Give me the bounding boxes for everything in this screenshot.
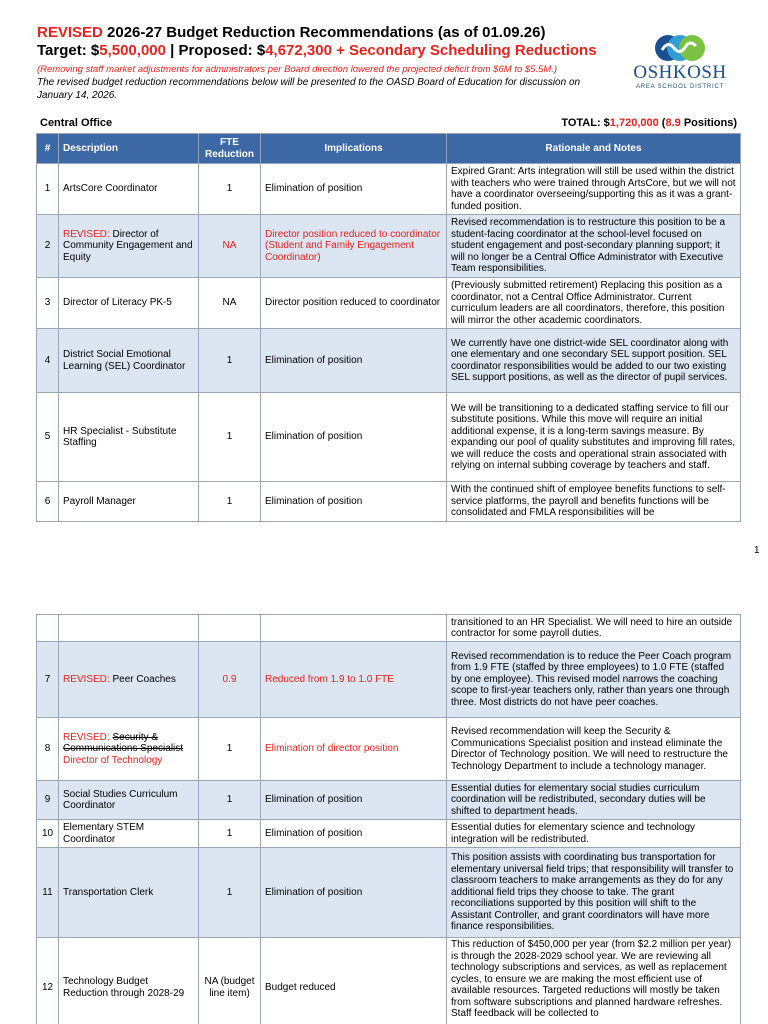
row-num: 6 (37, 482, 59, 522)
reductions-table-continued (36, 614, 741, 1024)
document-page-2 (0, 613, 768, 1024)
row-description: Transportation Clerk (59, 848, 199, 938)
row-fte: 1 (199, 482, 261, 522)
row-description: Technology Budget Reduction through 2028-29 (59, 938, 199, 1024)
row-description: HR Specialist - Substitute Staffing (59, 393, 199, 482)
row-num: 9 (37, 781, 59, 820)
row-implications: Elimination of position (261, 482, 447, 522)
table-row (37, 278, 741, 329)
table-row (37, 938, 741, 1024)
row-fte (199, 615, 261, 642)
table-row (37, 215, 741, 278)
revised-tag: REVISED: (63, 673, 110, 685)
row-num: 7 (37, 642, 59, 718)
row-fte: NA (199, 278, 261, 329)
row-fte: 1 (199, 718, 261, 781)
header-rationale: Rationale and Notes (447, 134, 741, 164)
header-implications: Implications (261, 134, 447, 164)
row-fte: 1 (199, 393, 261, 482)
header-num: # (37, 134, 59, 164)
row-description (59, 215, 199, 278)
row-fte: 1 (199, 164, 261, 215)
logo-subtitle: AREA SCHOOL DISTRICT (635, 84, 725, 90)
reductions-table (36, 133, 741, 522)
row-rationale: We currently have one district-wide SEL coordinator along with one elementary and one secondary SEL support position. SEL coordinator responsibilities would be added to our two existing SEL support positions, as well as the director of pupil services. (447, 329, 741, 393)
page-number: 1 (754, 545, 760, 556)
row-implications: Director position reduced to coordinator (261, 278, 447, 329)
row-description: Social Studies Curriculum Coordinator (59, 781, 199, 820)
title-text: 2026-27 Budget Reduction Recommendations (as of 01.09.26) (102, 24, 546, 41)
row-rationale: Revised recommendation is to reduce the Peer Coach program from 1.9 FTE (staffed by three employees) to 1.0 FTE (staffed by one employee). This revised model narrows the coaching scope to first-year teachers only, rather than years one through three. Most districts do not have peer coaches. (447, 642, 741, 718)
row-num: 11 (37, 848, 59, 938)
table-header-row (37, 134, 741, 164)
table-row (37, 329, 741, 393)
row-implications: Director position reduced to coordinator (Student and Family Engagement Coordinator) (261, 215, 447, 278)
struck-title: Security & Communications Specialist (63, 731, 184, 755)
row-num (37, 615, 59, 642)
row-description: Payroll Manager (59, 482, 199, 522)
row-implications: Elimination of position (261, 820, 447, 848)
header-description: Description (59, 134, 199, 164)
row-description: District Social Emotional Learning (SEL) Coordinator (59, 329, 199, 393)
row-rationale: This position assists with coordinating bus transportation for elementary universal field trips; that responsibility will transfer to classroom teachers to make arrangements as they do for any additional field trips they choose to take. The grant reconciliations supported by this position will shift to the Assistant Controller, and grant coordinators will have more finance responsibilities. (447, 848, 741, 938)
table-row (37, 848, 741, 938)
row-implications: Elimination of position (261, 393, 447, 482)
row-rationale: (Previously submitted retirement) Replacing this position as a coordinator, not a Central Office Administrator. Current curriculum leaders are all coordinators, therefore, this position will mirror the other academic coordinators. (447, 278, 741, 329)
proposed-label: | Proposed: $ (165, 42, 266, 59)
row-implications: Elimination of position (261, 848, 447, 938)
logo-mark-icon (630, 32, 730, 64)
positions-open: ( (658, 117, 666, 129)
total-label: TOTAL: $ (561, 117, 610, 129)
district-logo (630, 32, 730, 94)
row-fte: NA (budget line item) (199, 938, 261, 1024)
document-title (37, 24, 545, 41)
section-label: Central Office (40, 117, 113, 129)
row-rationale: We will be transitioning to a dedicated staffing service to fill our substitute positions. While this move will require an initial additional expense, it is a long-term savings measure. By expanding our pool of quality substitutes and improving fill rates, we will reduce the costs and operational strain associated with relying on internal subbing coverage by teachers and staff. (447, 393, 741, 482)
row-num: 8 (37, 718, 59, 781)
row-fte: 1 (199, 781, 261, 820)
row-description: Director of Literacy PK-5 (59, 278, 199, 329)
table-row (37, 393, 741, 482)
section-total (561, 117, 737, 129)
row-rationale: Revised recommendation will keep the Security & Communications Specialist position and instead eliminate the Director of Technology position. We will need to restructure the Technology Department to include a technology manager. (447, 718, 741, 781)
row-num: 4 (37, 329, 59, 393)
row-implications: Elimination of director position (261, 718, 447, 781)
row-implications: Elimination of position (261, 781, 447, 820)
proposed-value: 4,672,300 + Secondary Scheduling Reductions (265, 42, 597, 59)
row-fte: 1 (199, 329, 261, 393)
row-num: 12 (37, 938, 59, 1024)
target-value: 5,500,000 (99, 42, 166, 59)
table-row (37, 615, 741, 642)
row-num: 5 (37, 393, 59, 482)
row-implications: Elimination of position (261, 329, 447, 393)
revised-tag: REVISED: (63, 731, 110, 743)
row-rationale: transitioned to an HR Specialist. We will need to hire an outside contractor for some payroll duties. (447, 615, 741, 642)
total-value: 1,720,000 (609, 117, 659, 129)
row-fte: 0.9 (199, 642, 261, 718)
revised-label: REVISED (37, 24, 103, 41)
row-fte: NA (199, 215, 261, 278)
row-rationale: With the continued shift of employee benefits functions to self-service platforms, the payroll and benefits functions will be consolidated and FMLA responsibilities will be (447, 482, 741, 522)
row-implications: Elimination of position (261, 164, 447, 215)
table-row (37, 164, 741, 215)
row-description-text: Director of Community Engagement and Equity (63, 228, 193, 263)
row-description (59, 718, 199, 781)
row-num: 1 (37, 164, 59, 215)
row-rationale: Essential duties for elementary science and technology integration will be redistributed. (447, 820, 741, 848)
row-description: Elementary STEM Coordinator (59, 820, 199, 848)
header-fte: FTE Reduction (199, 134, 261, 164)
row-rationale: This reduction of $450,000 per year (from $2.2 million per year) is through the 2028-2029 school year. We are reviewing all technology subscriptions and services, as well as replacement cycles, to ensure we are making the most efficient use of available resources. Targeted reductions will mostly be taken from software subscriptions and planned hardware refreshes. Staff feedback will be collected to (447, 938, 741, 1024)
new-title: Director of Technology (63, 754, 163, 766)
target-label: Target: $ (37, 42, 100, 59)
revised-tag: REVISED: (63, 228, 110, 240)
row-num: 10 (37, 820, 59, 848)
row-rationale: Essential duties for elementary social studies curriculum coordination will be redistributed, secondary duties will be shifted to department heads. (447, 781, 741, 820)
row-implications: Reduced from 1.9 to 1.0 FTE (261, 642, 447, 718)
table-row (37, 482, 741, 522)
row-implications (261, 615, 447, 642)
positions-close: Positions) (680, 117, 737, 129)
logo-name: OSHKOSH (633, 62, 727, 83)
target-line (37, 42, 597, 59)
row-implications: Budget reduced (261, 938, 447, 1024)
table-row (37, 642, 741, 718)
row-num: 3 (37, 278, 59, 329)
table-row (37, 820, 741, 848)
row-description-text: Peer Coaches (109, 673, 176, 685)
presentation-note: The revised budget reduction recommendations below will be presented to the OASD Board of Education for discussion on January 14, 2026. (37, 77, 581, 101)
row-description: ArtsCore Coordinator (59, 164, 199, 215)
row-description (59, 615, 199, 642)
positions-value: 8.9 (665, 117, 681, 129)
row-rationale: Expired Grant: Arts integration will still be used within the district with teachers who were trained through ArtsCore, but we will not have a coordinator overseeing/supporting this as it was a grant-funded position. (447, 164, 741, 215)
row-num: 2 (37, 215, 59, 278)
row-description (59, 642, 199, 718)
table-row (37, 718, 741, 781)
row-fte: 1 (199, 848, 261, 938)
row-rationale: Revised recommendation is to restructure this position to be a student-facing coordinator at the school-level focused on student engagement and post-secondary planning support; it will no longer be a Central Office Administrator with Executive Team responsibilities. (447, 215, 741, 278)
table-row (37, 781, 741, 820)
deficit-note: (Removing staff market adjustments for administrators per Board direction lowered the projected deficit from $6M to $5.5M.) (37, 64, 558, 75)
row-fte: 1 (199, 820, 261, 848)
